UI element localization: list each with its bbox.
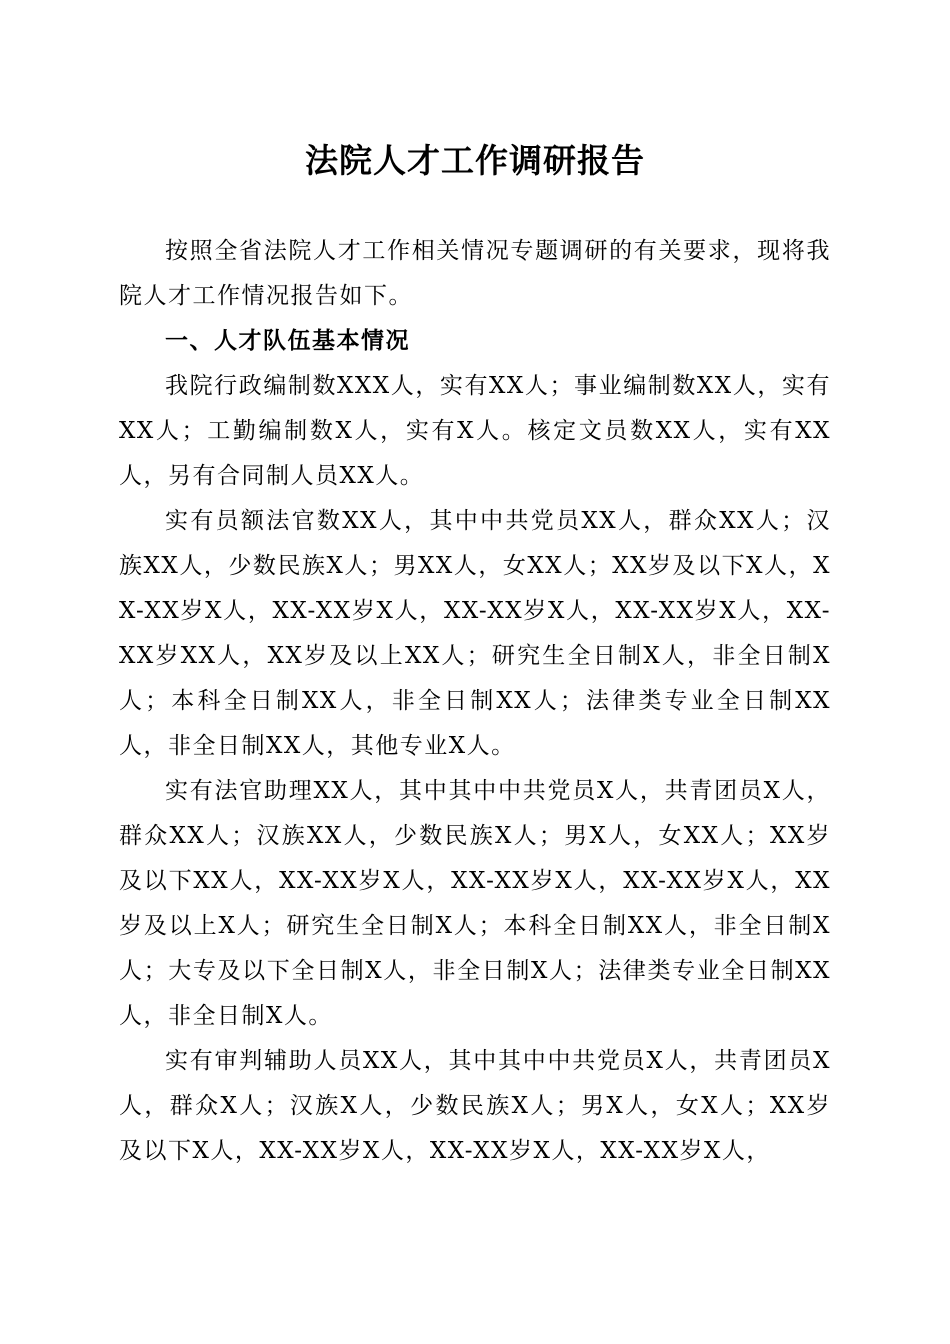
document-body: [119, 229, 831, 1174]
paragraph-judges: 实有员额法官数XX人，其中中共党员XX人，群众XX人；汉族XX人，少数民族X人；男XX人，女XX人；XX岁及以下X人，XX-XX岁X人，XX-XX岁X人，XX-XX岁X人，XX-XX岁X人，XX-XX岁XX人，XX岁及以上XX人；研究生全日制X人，非全日制X人；本科全日制XX人，非全日制XX人；法律类专业全日制XX人，非全日制XX人，其他专业X人。: [119, 508, 831, 759]
paragraph-assistants: 实有法官助理XX人，其中其中中共党员X人，共青团员X人，群众XX人；汉族XX人，少数民族X人；男X人，女XX人；XX岁及以下XX人，XX-XX岁X人，XX-XX岁X人，XX-XX岁X人，XX岁及以上X人；研究生全日制X人；本科全日制XX人，非全日制X人；大专及以下全日制X人，非全日制X人；法律类专业全日制XX人，非全日制X人。: [119, 778, 831, 1029]
paragraph-auxiliary-staff: 实有审判辅助人员XX人，其中其中中共党员X人，共青团员X人，群众X人；汉族X人，少数民族X人；男X人，女X人；XX岁及以下X人，XX-XX岁X人，XX-XX岁X人，XX-XX岁X人，: [119, 1048, 831, 1164]
intro-paragraph: 按照全省法院人才工作相关情况专题调研的有关要求，现将我院人才工作情况报告如下。: [119, 238, 831, 309]
document-title: 法院人才工作调研报告: [305, 141, 645, 180]
section-heading: 一、人才队伍基本情况: [165, 328, 410, 354]
paragraph-staffing: 我院行政编制数XXX人，实有XX人；事业编制数XX人，实有XX人；工勤编制数X人，实有X人。核定文员数XX人，实有XX人，另有合同制人员XX人。: [119, 373, 831, 489]
